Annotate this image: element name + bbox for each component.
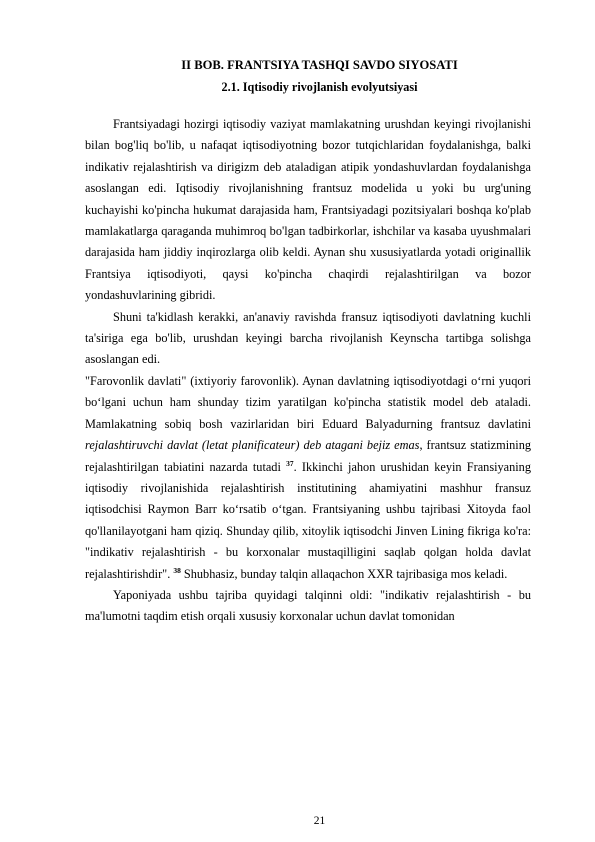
paragraph-3-text-d: Shubhasiz, bunday talqin allaqachon XXR tajribasiga mos keladi. (180, 566, 508, 581)
body-text (85, 114, 531, 628)
paragraph-3-text-b: , frantsuz statizmining rejalashtirilgan tabiatini nazarda tutadi (85, 438, 531, 474)
paragraph-4: Yaponiyada ushbu tajriba quyidagi talqinni oldi: "indikativ rejalashtirish - bu ma'lumotni taqdim etish orqali xususiy korxonalar uchun davlat tomonidan (85, 587, 531, 624)
footnote-ref-37[interactable]: 37 (286, 458, 294, 468)
chapter-title: II BOB. FRANTSIYA TASHQI SAVDO SIYOSATI (181, 58, 458, 72)
paragraph-3 (85, 371, 531, 585)
section-title: 2.1. Iqtisodiy rivojlanish evolyutsiyasi (221, 80, 418, 94)
page-number: 21 (313, 815, 326, 827)
paragraph-3-italic-quote: rejalashtiruvchi davlat (letat planificateur) deb atagani bejiz emas (85, 438, 420, 453)
paragraph-1: Frantsiyadagi hozirgi iqtisodiy vaziyat mamlakatning urushdan keyingi rivojlanishi bilan bog'liq bo'lib, u nafaqat iqtisodiyotning bozor tutqichlaridan foydalanishga, balki indikativ rejalashtirish va dirigizm deb ataladigan atipik yondashuvlardan foydalanishga asoslangan edi. Iqtisodiy rivojlanishning frantsuz modelida u yoki bu urg'uning kuchayishi ko'pincha hukumat darajasida ham, Frantsiyadagi pozitsiyalari boshqa ko'plab mamlakatlarga qaraganda muhimroq bo'lgan tadbirkorlar, ishchilar va kasaba uyushmalari darajasida ham jiddiy inqirozlarga olib keldi. Aynan shu xususiyatlarda yotadi originallik Frantsiya iqtisodiyoti, qaysi ko'pincha chaqirdi rejalashtirilgan va bozor yondashuvlarining gibridi. (85, 117, 531, 303)
paragraph-3-text-c: . Ikkinchi jahon urushidan keyin Fransiyaning iqtisodiy rivojlanishida rejalashtirish institutining ahamiyatini mashhur fransuz iqtisodchisi Raymon Barr ko‘rsatib o‘tgan. Frantsiyaning ushbu tajribasi Xitoyda faol qo'llanilayotgani ham qiziq. Shunday qilib, xitoylik iqtisodchi Jinven Lining fikriga ko'ra: "indikativ rejalashtirish - bu korxonalar mustaqilligini saqlab qolgan holda davlat rejalashtirishdir". (85, 459, 531, 581)
paragraph-2: Shuni ta'kidlash kerakki, an'anaviy ravishda fransuz iqtisodiyoti davlatning kuchli ta'siriga ega bo'lib, urushdan keyingi barcha rivojlanish Keynscha tartibga solishga asoslangan edi. (85, 309, 531, 367)
paragraph-3-text-a: "Farovonlik davlati" (ixtiyoriy farovonlik). Aynan davlatning iqtisodiyotdagi o‘rni yuqori bo‘lgani uchun ham shunday tizim yaratilgan ko'pincha statistik model deb ataladi. Mamlakatning sobiq bosh vazirlaridan biri Eduard Balyadurning frantsuz davlatini (85, 373, 531, 431)
footnote-ref-38[interactable]: 38 (173, 565, 181, 575)
